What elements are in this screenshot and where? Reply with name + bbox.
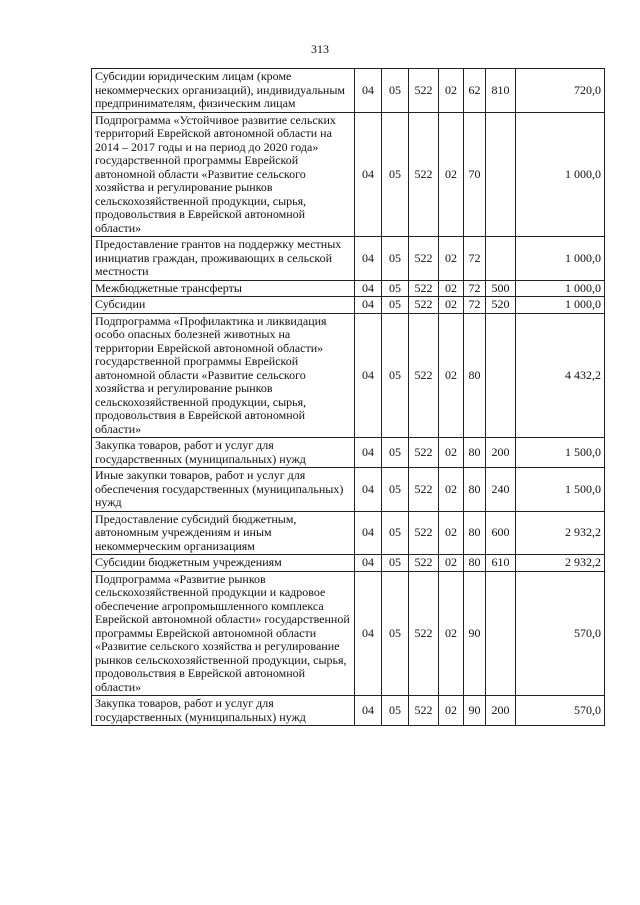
expense-type-code: 810	[486, 69, 516, 113]
row-name: Подпрограмма «Развитие рынков сельскохозяйственной продукции и кадровое обеспечение агропромышленного комплекса Еврейской автономной области» государственной программы Еврейской автономной области «Развитие сельского хозяйства и регулирование рынков сельскохозяйственной продукции, сырья, продовольствия в Еврейской автономной области»	[92, 571, 355, 696]
amount: 570,0	[516, 571, 605, 696]
amount: 4 432,2	[516, 313, 605, 438]
target-article-item: 90	[464, 571, 486, 696]
subsection-code: 05	[382, 438, 409, 468]
table-row	[92, 438, 605, 468]
section-code: 04	[355, 511, 382, 555]
row-name: Субсидии	[92, 297, 355, 314]
expense-type-code	[486, 313, 516, 438]
row-name: Подпрограмма «Профилактика и ликвидация особо опасных болезней животных на территории Еврейской автономной области» государственной программы Еврейской автономной области «Развитие сельского хозяйства и регулирование рынков сельскохозяйственной продукции, сырья, продовольствия в Еврейской автономной области»	[92, 313, 355, 438]
target-article-item: 70	[464, 112, 486, 237]
target-article-subcode: 02	[439, 280, 464, 297]
amount: 1 500,0	[516, 438, 605, 468]
expense-type-code: 500	[486, 280, 516, 297]
row-name: Субсидии юридическим лицам (кроме некоммерческих организаций), индивидуальным предпринимателям, физическим лицам	[92, 69, 355, 113]
target-article-subcode: 02	[439, 696, 464, 726]
table-row	[92, 112, 605, 237]
subsection-code: 05	[382, 237, 409, 281]
amount: 1 000,0	[516, 237, 605, 281]
amount: 720,0	[516, 69, 605, 113]
target-article-code: 522	[409, 237, 439, 281]
target-article-code: 522	[409, 69, 439, 113]
expense-type-code: 200	[486, 696, 516, 726]
target-article-code: 522	[409, 468, 439, 512]
section-code: 04	[355, 555, 382, 572]
section-code: 04	[355, 112, 382, 237]
row-name: Подпрограмма «Устойчивое развитие сельских территорий Еврейской автономной области на 2014 – 2017 годы и на период до 2020 года» государственной программы Еврейской автономной области «Развитие сельского хозяйства и регулирование рынков сельскохозяйственной продукции, сырья, продовольствия в Еврейской автономной области»	[92, 112, 355, 237]
amount: 1 500,0	[516, 468, 605, 512]
target-article-code: 522	[409, 313, 439, 438]
subsection-code: 05	[382, 555, 409, 572]
subsection-code: 05	[382, 313, 409, 438]
target-article-item: 90	[464, 696, 486, 726]
target-article-subcode: 02	[439, 555, 464, 572]
expense-type-code	[486, 237, 516, 281]
subsection-code: 05	[382, 468, 409, 512]
target-article-code: 522	[409, 555, 439, 572]
row-name: Субсидии бюджетным учреждениям	[92, 555, 355, 572]
table-row	[92, 555, 605, 572]
target-article-subcode: 02	[439, 313, 464, 438]
table-row	[92, 297, 605, 314]
section-code: 04	[355, 280, 382, 297]
target-article-subcode: 02	[439, 511, 464, 555]
table-row	[92, 280, 605, 297]
budget-table	[91, 68, 605, 726]
section-code: 04	[355, 297, 382, 314]
section-code: 04	[355, 696, 382, 726]
subsection-code: 05	[382, 280, 409, 297]
target-article-item: 80	[464, 438, 486, 468]
expense-type-code: 200	[486, 438, 516, 468]
amount: 1 000,0	[516, 280, 605, 297]
row-name: Предоставление субсидий бюджетным, автономным учреждениям и иным некоммерческим организациям	[92, 511, 355, 555]
target-article-item: 72	[464, 297, 486, 314]
expense-type-code	[486, 571, 516, 696]
target-article-item: 80	[464, 313, 486, 438]
expense-type-code	[486, 112, 516, 237]
section-code: 04	[355, 438, 382, 468]
expense-type-code: 610	[486, 555, 516, 572]
row-name: Закупка товаров, работ и услуг для государственных (муниципальных) нужд	[92, 438, 355, 468]
table-row	[92, 468, 605, 512]
target-article-subcode: 02	[439, 112, 464, 237]
target-article-code: 522	[409, 438, 439, 468]
table-row	[92, 237, 605, 281]
expense-type-code: 600	[486, 511, 516, 555]
row-name: Иные закупки товаров, работ и услуг для обеспечения государственных (муниципальных) нужд	[92, 468, 355, 512]
target-article-subcode: 02	[439, 438, 464, 468]
amount: 2 932,2	[516, 511, 605, 555]
subsection-code: 05	[382, 696, 409, 726]
target-article-subcode: 02	[439, 69, 464, 113]
subsection-code: 05	[382, 112, 409, 237]
target-article-code: 522	[409, 297, 439, 314]
target-article-subcode: 02	[439, 237, 464, 281]
target-article-item: 80	[464, 555, 486, 572]
target-article-code: 522	[409, 112, 439, 237]
target-article-code: 522	[409, 511, 439, 555]
target-article-code: 522	[409, 571, 439, 696]
amount: 2 932,2	[516, 555, 605, 572]
section-code: 04	[355, 313, 382, 438]
amount: 570,0	[516, 696, 605, 726]
target-article-subcode: 02	[439, 571, 464, 696]
target-article-code: 522	[409, 696, 439, 726]
section-code: 04	[355, 237, 382, 281]
row-name: Межбюджетные трансферты	[92, 280, 355, 297]
page-number: 313	[311, 42, 329, 56]
section-code: 04	[355, 69, 382, 113]
subsection-code: 05	[382, 297, 409, 314]
amount: 1 000,0	[516, 297, 605, 314]
expense-type-code: 520	[486, 297, 516, 314]
target-article-code: 522	[409, 280, 439, 297]
subsection-code: 05	[382, 571, 409, 696]
subsection-code: 05	[382, 511, 409, 555]
section-code: 04	[355, 468, 382, 512]
target-article-item: 72	[464, 280, 486, 297]
expense-type-code: 240	[486, 468, 516, 512]
target-article-subcode: 02	[439, 468, 464, 512]
table-row	[92, 313, 605, 438]
subsection-code: 05	[382, 69, 409, 113]
target-article-item: 80	[464, 468, 486, 512]
amount: 1 000,0	[516, 112, 605, 237]
table-row	[92, 571, 605, 696]
row-name: Предоставление грантов на поддержку местных инициатив граждан, проживающих в сельской местности	[92, 237, 355, 281]
section-code: 04	[355, 571, 382, 696]
table-row	[92, 69, 605, 113]
row-name: Закупка товаров, работ и услуг для государственных (муниципальных) нужд	[92, 696, 355, 726]
target-article-item: 62	[464, 69, 486, 113]
target-article-subcode: 02	[439, 297, 464, 314]
target-article-item: 80	[464, 511, 486, 555]
table-row	[92, 696, 605, 726]
table-row	[92, 511, 605, 555]
target-article-item: 72	[464, 237, 486, 281]
